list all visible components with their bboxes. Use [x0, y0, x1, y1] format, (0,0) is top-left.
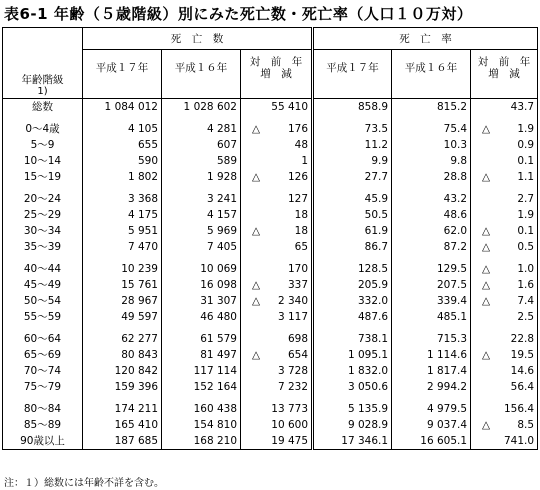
deaths-h17-cell: 28 967	[83, 293, 162, 309]
deaths-h17-cell: 1 802	[83, 169, 162, 185]
age-class-header: 年齢階級	[21, 73, 64, 86]
table-row	[3, 207, 538, 223]
age-class-cell: 5～9	[3, 137, 83, 153]
deaths-h16-cell: 61 579	[162, 331, 241, 347]
change-value: 0.1	[517, 154, 535, 167]
change-value: 48	[294, 138, 309, 151]
decrease-marker: △	[252, 294, 261, 307]
deaths-h16-cell: 10 069	[162, 261, 241, 277]
rate-change-cell	[471, 121, 538, 137]
deaths-h16-cell: 3 241	[162, 191, 241, 207]
rate-h16-cell: 75.4	[392, 121, 471, 137]
change-value: 18	[294, 224, 309, 237]
age-class-header-cell	[3, 28, 83, 86]
deaths-h17-cell: 7 470	[83, 239, 162, 255]
rate-h17-cell: 738.1	[313, 331, 392, 347]
rate-change-cell	[471, 363, 538, 379]
rate-h16-cell: 43.2	[392, 191, 471, 207]
rate-h17-cell: 1 095.1	[313, 347, 392, 363]
decrease-marker: △	[482, 224, 491, 237]
deaths-change-cell	[241, 239, 313, 255]
header-spacer	[392, 86, 471, 99]
change-value: 741.0	[504, 434, 535, 447]
age-class-cell: 55～59	[3, 309, 83, 325]
rate-h16-cell: 129.5	[392, 261, 471, 277]
deaths-h17-cell: 159 396	[83, 379, 162, 395]
deaths-h16-cell: 1 928	[162, 169, 241, 185]
table-row	[3, 293, 538, 309]
deaths-h17-cell: 62 277	[83, 331, 162, 347]
table-row	[3, 363, 538, 379]
rate-change-cell	[471, 433, 538, 450]
deaths-change-cell	[241, 363, 313, 379]
change-value: 1.0	[517, 262, 535, 275]
change-value: 0.5	[517, 240, 535, 253]
rate-change-cell	[471, 191, 538, 207]
deaths-h17-cell: 15 761	[83, 277, 162, 293]
deaths-h16-header: 平成１６年	[162, 50, 241, 86]
age-class-cell: 15～19	[3, 169, 83, 185]
change-value: 43.7	[510, 100, 535, 113]
table-body	[3, 98, 538, 449]
deaths-change-cell	[241, 433, 313, 450]
decrease-marker: △	[252, 122, 261, 135]
age-class-cell: 80～84	[3, 401, 83, 417]
deaths-change-header-line2: 増 減	[260, 67, 292, 80]
rate-change-header-line1: 対 前 年	[477, 55, 531, 68]
age-class-cell: 30～34	[3, 223, 83, 239]
decrease-marker: △	[482, 170, 491, 183]
table-row	[3, 98, 538, 115]
change-value: 19 475	[271, 434, 309, 447]
age-class-cell: 65～69	[3, 347, 83, 363]
decrease-marker: △	[252, 278, 261, 291]
rate-h16-cell: 207.5	[392, 277, 471, 293]
rate-h16-cell: 10.3	[392, 137, 471, 153]
deaths-h17-cell: 3 368	[83, 191, 162, 207]
rate-h17-cell: 128.5	[313, 261, 392, 277]
deaths-h17-cell: 80 843	[83, 347, 162, 363]
decrease-marker: △	[482, 294, 491, 307]
table-row	[3, 169, 538, 185]
rate-h17-cell: 332.0	[313, 293, 392, 309]
age-class-cell: 75～79	[3, 379, 83, 395]
change-value: 56.4	[510, 380, 535, 393]
rate-h17-cell: 858.9	[313, 98, 392, 115]
rate-h16-cell: 87.2	[392, 239, 471, 255]
age-class-cell: 総数	[3, 98, 83, 115]
deaths-h17-cell: 4 105	[83, 121, 162, 137]
rate-change-header-line2: 増 減	[488, 67, 520, 80]
deaths-change-cell	[241, 191, 313, 207]
rate-change-cell	[471, 223, 538, 239]
deaths-change-cell	[241, 153, 313, 169]
rate-h16-cell: 1 817.4	[392, 363, 471, 379]
rate-h17-cell: 487.6	[313, 309, 392, 325]
change-value: 0.1	[517, 224, 535, 237]
deaths-h17-cell: 1 084 012	[83, 98, 162, 115]
table-row	[3, 121, 538, 137]
rate-h16-cell: 62.0	[392, 223, 471, 239]
footnote-marker: 1)	[3, 86, 83, 99]
decrease-marker: △	[482, 240, 491, 253]
rate-h16-cell: 9 037.4	[392, 417, 471, 433]
change-value: 2.7	[517, 192, 535, 205]
table-row	[3, 261, 538, 277]
decrease-marker: △	[482, 122, 491, 135]
deaths-h17-cell: 5 951	[83, 223, 162, 239]
rate-change-cell	[471, 293, 538, 309]
rate-h16-cell: 28.8	[392, 169, 471, 185]
deaths-h16-cell: 4 157	[162, 207, 241, 223]
deaths-change-header	[241, 50, 313, 86]
deaths-h17-cell: 49 597	[83, 309, 162, 325]
rate-h17-cell: 73.5	[313, 121, 392, 137]
deaths-change-cell	[241, 121, 313, 137]
deaths-change-cell	[241, 137, 313, 153]
deaths-h16-cell: 4 281	[162, 121, 241, 137]
rate-h17-cell: 5 135.9	[313, 401, 392, 417]
header-spacer	[471, 86, 538, 99]
deaths-h17-cell: 10 239	[83, 261, 162, 277]
deaths-group-header: 死 亡 数	[83, 28, 313, 50]
rate-change-cell	[471, 331, 538, 347]
rate-change-cell	[471, 98, 538, 115]
rate-change-cell	[471, 347, 538, 363]
change-value: 337	[287, 278, 309, 291]
deaths-h17-cell: 174 211	[83, 401, 162, 417]
age-class-cell: 70～74	[3, 363, 83, 379]
deaths-h16-cell: 46 480	[162, 309, 241, 325]
deaths-h16-cell: 117 114	[162, 363, 241, 379]
rate-h17-header: 平成１７年	[313, 50, 392, 86]
decrease-marker: △	[482, 418, 491, 431]
deaths-h16-cell: 607	[162, 137, 241, 153]
rate-h16-cell: 1 114.6	[392, 347, 471, 363]
decrease-marker: △	[252, 348, 261, 361]
age-class-cell: 25～29	[3, 207, 83, 223]
table-title: 表6-1 年齢（５歳階級）別にみた死亡数・死亡率（人口１０万対）	[4, 5, 473, 23]
table-row	[3, 153, 538, 169]
table-row	[3, 277, 538, 293]
table-row	[3, 401, 538, 417]
decrease-marker: △	[482, 348, 491, 361]
table-row	[3, 137, 538, 153]
change-value: 22.8	[510, 332, 535, 345]
deaths-h16-cell: 154 810	[162, 417, 241, 433]
rate-change-header	[471, 50, 538, 86]
rate-h16-cell: 715.3	[392, 331, 471, 347]
deaths-change-cell	[241, 293, 313, 309]
rate-h17-cell: 45.9	[313, 191, 392, 207]
decrease-marker: △	[252, 224, 261, 237]
rate-change-cell	[471, 239, 538, 255]
rate-h16-cell: 9.8	[392, 153, 471, 169]
deaths-h17-cell: 120 842	[83, 363, 162, 379]
rate-h17-cell: 50.5	[313, 207, 392, 223]
table-row	[3, 417, 538, 433]
table-row	[3, 309, 538, 325]
change-value: 2 340	[277, 294, 309, 307]
age-class-cell: 20～24	[3, 191, 83, 207]
rate-h16-cell: 2 994.2	[392, 379, 471, 395]
table-row	[3, 331, 538, 347]
change-value: 654	[287, 348, 309, 361]
deaths-h17-cell: 187 685	[83, 433, 162, 450]
rate-h17-cell: 61.9	[313, 223, 392, 239]
table-row	[3, 191, 538, 207]
deaths-change-cell	[241, 277, 313, 293]
table-row	[3, 223, 538, 239]
age-class-cell: 40～44	[3, 261, 83, 277]
age-class-cell: 35～39	[3, 239, 83, 255]
rate-h16-cell: 48.6	[392, 207, 471, 223]
deaths-h17-header: 平成１７年	[83, 50, 162, 86]
decrease-marker: △	[482, 278, 491, 291]
age-class-cell: 0～4歳	[3, 121, 83, 137]
rate-change-cell	[471, 153, 538, 169]
change-value: 1.9	[517, 122, 535, 135]
change-value: 3 728	[277, 364, 309, 377]
table-row	[3, 239, 538, 255]
deaths-change-cell	[241, 169, 313, 185]
rate-h16-cell: 4 979.5	[392, 401, 471, 417]
rate-h16-cell: 16 605.1	[392, 433, 471, 450]
change-value: 18	[294, 208, 309, 221]
deaths-change-cell	[241, 309, 313, 325]
deaths-change-cell	[241, 379, 313, 395]
deaths-change-cell	[241, 417, 313, 433]
deaths-change-cell	[241, 331, 313, 347]
deaths-h16-cell: 16 098	[162, 277, 241, 293]
deaths-h16-cell: 168 210	[162, 433, 241, 450]
deaths-change-cell	[241, 401, 313, 417]
rate-h16-cell: 815.2	[392, 98, 471, 115]
age-class-cell: 45～49	[3, 277, 83, 293]
table-row	[3, 347, 538, 363]
change-value: 1.9	[517, 208, 535, 221]
header-spacer	[313, 86, 392, 99]
change-value: 14.6	[510, 364, 535, 377]
age-class-cell: 50～54	[3, 293, 83, 309]
change-value: 0.9	[517, 138, 535, 151]
age-class-cell: 10～14	[3, 153, 83, 169]
rate-h17-cell: 1 832.0	[313, 363, 392, 379]
rate-change-cell	[471, 207, 538, 223]
rate-h16-cell: 485.1	[392, 309, 471, 325]
rate-change-cell	[471, 379, 538, 395]
deaths-h16-cell: 152 164	[162, 379, 241, 395]
change-value: 176	[287, 122, 309, 135]
deaths-h16-cell: 589	[162, 153, 241, 169]
rate-h17-cell: 9 028.9	[313, 417, 392, 433]
change-value: 698	[287, 332, 309, 345]
rate-change-cell	[471, 417, 538, 433]
change-value: 19.5	[510, 348, 535, 361]
change-value: 8.5	[517, 418, 535, 431]
deaths-change-cell	[241, 347, 313, 363]
rate-h17-cell: 27.7	[313, 169, 392, 185]
change-value: 10 600	[271, 418, 309, 431]
rate-change-cell	[471, 169, 538, 185]
deaths-h17-cell: 655	[83, 137, 162, 153]
change-value: 1.1	[517, 170, 535, 183]
rate-h16-header: 平成１６年	[392, 50, 471, 86]
footnote: 注：１）総数には年齢不詳を含む。	[4, 478, 164, 489]
change-value: 3 117	[277, 310, 309, 323]
change-value: 156.4	[504, 402, 535, 415]
deaths-h16-cell: 7 405	[162, 239, 241, 255]
change-value: 2.5	[517, 310, 535, 323]
age-class-cell: 90歳以上	[3, 433, 83, 450]
change-value: 55 410	[271, 100, 309, 113]
age-class-cell: 85～89	[3, 417, 83, 433]
deaths-h17-cell: 4 175	[83, 207, 162, 223]
decrease-marker: △	[482, 262, 491, 275]
header-spacer	[83, 86, 162, 99]
deaths-change-cell	[241, 223, 313, 239]
change-value: 170	[287, 262, 309, 275]
rate-change-cell	[471, 277, 538, 293]
rate-group-header: 死 亡 率	[313, 28, 538, 50]
deaths-h16-cell: 1 028 602	[162, 98, 241, 115]
table-row	[3, 379, 538, 395]
deaths-h17-cell: 590	[83, 153, 162, 169]
rate-change-cell	[471, 309, 538, 325]
deaths-change-header-line1: 対 前 年	[249, 55, 303, 68]
header-spacer	[241, 86, 313, 99]
deaths-h16-cell: 160 438	[162, 401, 241, 417]
rate-change-cell	[471, 137, 538, 153]
age-class-cell: 60～64	[3, 331, 83, 347]
change-value: 1	[301, 154, 309, 167]
deaths-h16-cell: 81 497	[162, 347, 241, 363]
rate-change-cell	[471, 401, 538, 417]
rate-h17-cell: 3 050.6	[313, 379, 392, 395]
change-value: 7.4	[517, 294, 535, 307]
change-value: 1.6	[517, 278, 535, 291]
table-row	[3, 433, 538, 450]
change-value: 7 232	[277, 380, 309, 393]
change-value: 126	[287, 170, 309, 183]
change-value: 65	[294, 240, 309, 253]
change-value: 13 773	[271, 402, 309, 415]
rate-h17-cell: 17 346.1	[313, 433, 392, 450]
rate-change-cell	[471, 261, 538, 277]
deaths-change-cell	[241, 261, 313, 277]
rate-h17-cell: 205.9	[313, 277, 392, 293]
deaths-h16-cell: 31 307	[162, 293, 241, 309]
rate-h17-cell: 9.9	[313, 153, 392, 169]
decrease-marker: △	[252, 170, 261, 183]
deaths-h17-cell: 165 410	[83, 417, 162, 433]
deaths-change-cell	[241, 207, 313, 223]
rate-h17-cell: 86.7	[313, 239, 392, 255]
mortality-table	[2, 27, 537, 450]
rate-h16-cell: 339.4	[392, 293, 471, 309]
change-value: 127	[287, 192, 309, 205]
deaths-h16-cell: 5 969	[162, 223, 241, 239]
header-spacer	[162, 86, 241, 99]
deaths-change-cell	[241, 98, 313, 115]
rate-h17-cell: 11.2	[313, 137, 392, 153]
